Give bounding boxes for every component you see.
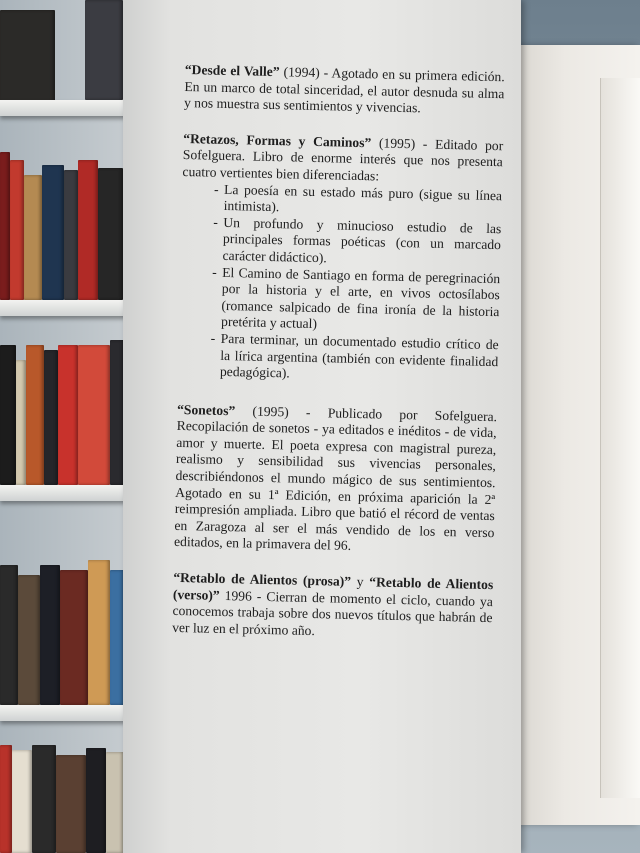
- list-item: - Para terminar, un documentado estudio crítico de la lírica argentina (también con evidente finalidad pedagógica).: [210, 331, 499, 387]
- entry-connector: y: [350, 573, 370, 590]
- shelf-book: [44, 350, 58, 485]
- cover-text: [172, 62, 505, 663]
- shelf-book: [12, 750, 32, 853]
- shelf-book: [106, 752, 124, 853]
- shelf-book: [110, 570, 124, 705]
- shelf-book: [98, 168, 123, 300]
- entry-title: “Retablo de Alientos (prosa)”: [173, 569, 352, 589]
- shelf-book: [78, 345, 110, 485]
- list-item: - El Camino de Santiago en forma de peregrinación por la historia y el arte, en vivos octosílabos (romance salpicado de fina ironía de la historia pretérita y actual): [211, 264, 500, 337]
- shelf-book: [0, 152, 10, 300]
- shelf-book: [42, 165, 64, 300]
- entry-title: “Retazos, Formas y Caminos”: [183, 130, 372, 151]
- shelf-book: [10, 160, 24, 300]
- shelf-book: [26, 345, 44, 485]
- shelf-book: [78, 160, 98, 300]
- shelf-book: [85, 0, 123, 100]
- entry-title: “Desde el Valle”: [184, 62, 280, 80]
- entry-retazos: [182, 131, 503, 188]
- retazos-list: [178, 181, 502, 387]
- entry-body: (1995) - Publicado por Sofelguera. Recopilación de sonetos - ya editados e inéditos - de vida, amor y muerte. El poeta expresa con magistral pureza, realismo y sensibilidad sus vivencias personales, describiéndonos el mundo mágico de sus sentimientos. Agotado en su 1ª Edición, en próxima aparición la 2ª reimpresión ampliada. Libro que batió el récord de ventas en Zaragoza al ser el más vendido de los en verso editados, en la primavera del 96.: [173, 402, 498, 554]
- shelf-book: [18, 575, 40, 705]
- list-item: - Un profundo y minucioso estudio de las principales formas poéticas (con un marcado carácter didáctico).: [212, 214, 501, 270]
- entry-body: (1995) - Editado por Sofelguera. Libro de enorme interés que nos presenta cuatro vertientes bien diferenciadas:: [182, 135, 504, 184]
- shelf-book: [60, 570, 88, 705]
- entry-title-2: “Retablo de Alientos (verso)”: [172, 574, 494, 603]
- shelf-book: [58, 345, 78, 485]
- list-item: - La poesía en su estado más puro (sigue su línea intimista).: [214, 181, 503, 221]
- shelf-book: [0, 745, 12, 853]
- entry-desde-el-valle: [184, 62, 505, 119]
- entry-title: “Sonetos”: [176, 401, 236, 418]
- shelf-book: [40, 565, 60, 705]
- shelf-book: [16, 360, 26, 485]
- entry-body: 1996 - Cierran de momento el ciclo, cuando ya conocemos trabaja sobre dos nuevos títulos que habrán de ver luz en el próximo año.: [172, 587, 494, 638]
- shelf-book: [88, 560, 110, 705]
- shelf-book: [24, 175, 42, 300]
- entry-retablo: [172, 570, 493, 644]
- shelf-book: [56, 755, 86, 853]
- shelf-book: [0, 565, 18, 705]
- shelf-book: [64, 170, 78, 300]
- case-inner-panel: [600, 78, 640, 798]
- shelf-book: [110, 340, 124, 485]
- entry-body: (1994) - Agotado en su primera edición. En un marco de total sinceridad, el autor desnuda su alma y nos muestra sus sentimientos y vivencias.: [183, 64, 505, 116]
- shelf-book: [0, 345, 16, 485]
- shelf-book: [0, 10, 55, 105]
- entry-sonetos: [174, 402, 497, 559]
- shelf-book: [32, 745, 56, 853]
- shelf-book: [86, 748, 106, 853]
